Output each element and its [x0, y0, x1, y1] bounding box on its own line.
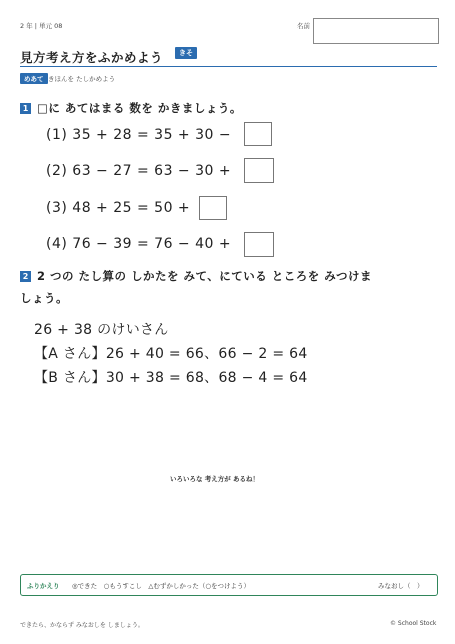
- question-1-heading: □に あてはまる 数を かきましょう。: [37, 101, 242, 115]
- problem-2: (2) 63 − 27 = 63 − 30 +: [46, 163, 232, 179]
- answer-box-1[interactable]: [244, 122, 272, 146]
- question-2-heading-line1: 2 つの たし算の しかたを みて、にている ところを みつけま: [37, 269, 373, 283]
- method-a: 【A さん】26 + 40 = 66、66 − 2 = 64: [34, 346, 308, 362]
- goal-tag: めあて: [20, 73, 48, 84]
- name-field[interactable]: [313, 18, 439, 44]
- problem-4: (4) 76 − 39 = 76 − 40 +: [46, 236, 232, 252]
- question-2-number: 2: [20, 271, 31, 282]
- question-1-number: 1: [20, 103, 31, 114]
- question-2-heading-line2: しょう。: [20, 291, 68, 305]
- review-scale: ◎できた ○もうすこし △むずかしかった（○をつけよう）: [72, 582, 251, 590]
- level-badge: きそ: [175, 47, 197, 59]
- answer-box-3[interactable]: [199, 196, 227, 220]
- name-label: 名前: [297, 22, 310, 30]
- page-title: 見方考え方をふかめよう: [20, 50, 164, 65]
- problem-3: (3) 48 + 25 = 50 +: [46, 200, 191, 216]
- goal-text: きほんを たしかめよう: [48, 75, 116, 83]
- answer-box-4[interactable]: [244, 232, 274, 257]
- grade-unit-label: 2 年 | 単元 08: [20, 22, 63, 30]
- review-retry[interactable]: みなおし（ ）: [378, 582, 424, 590]
- review-label: ふりかえり: [27, 582, 60, 590]
- title-divider: [20, 66, 437, 67]
- method-b: 【B さん】30 + 38 = 68、68 − 4 = 64: [34, 370, 308, 386]
- footer-copyright: © School Stock: [390, 620, 437, 627]
- footer-note: できたら、かならず みなおしを しましょう。: [20, 622, 144, 629]
- problem-1: (1) 35 + 28 = 35 + 30 −: [46, 127, 232, 143]
- calculation-title: 26 + 38 のけいさん: [34, 322, 169, 338]
- answer-box-2[interactable]: [244, 158, 274, 183]
- hint-text: いろいろな 考え方が あるね！: [170, 475, 260, 483]
